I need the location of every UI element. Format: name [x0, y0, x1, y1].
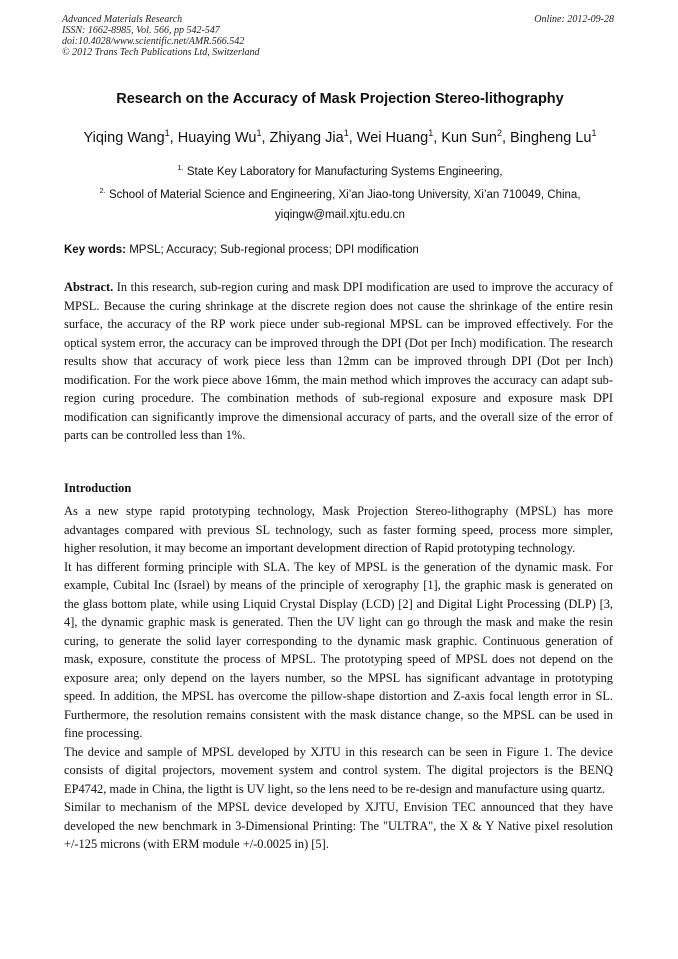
journal-name: Advanced Materials Research	[62, 14, 183, 25]
abstract	[64, 278, 613, 445]
author-name: Yiqing Wang	[83, 129, 165, 146]
keywords-label: Key words:	[64, 244, 126, 256]
keywords	[64, 244, 419, 256]
author-name: Huaying Wu	[177, 129, 257, 146]
affiliation-1	[40, 163, 640, 178]
paragraph: Similar to mechanism of the MPSL device developed by XJTU, Envision TEC announced that they have developed the new benchmark in 3-Dimensional Printing: The "ULTRA", the X & Y Native pixel resolution +/-125 microns (with ERM module +/-0.0025 in) [5].	[64, 800, 613, 851]
author-affiliation-mark: 1	[164, 128, 170, 138]
author-name: Bingheng Lu	[510, 129, 592, 146]
paragraph: It has different forming principle with SLA. The key of MPSL is the generation of the dynamic mask. For example, Cubital Inc (Israel) by means of the principle of xerography [1], the graphic mask is generated on the glass bottom plate, while using Liquid Crystal Display (LCD) [2] and Digital Light Processing (DLP) [3, 4], the dynamic graphic mask is generated. Then the UV light can go through the mask and make the resin curing, to generate the solid layer corresponding to the dynamic mask graphic. Continuous generation of mask, exposure, constitute the process of MPSL. The prototyping speed of MPSL does not depend on the exposure area; only depend on the layers number, so the MPSL has significant advantage in prototyping speed. In addition, the MPSL has overcome the pillow-shape distortion and Z-axis focal length error in SL. Furthermore, the resolution remains consistent with the mask distance change, so the MPSL can be used in fine processing.	[64, 559, 613, 740]
affiliation-text: State Key Laboratory for Manufacturing Systems Engineering,	[186, 165, 503, 178]
issn-line: ISSN: 1662-8985, Vol. 566, pp 542-547	[62, 25, 220, 36]
section-heading-introduction: Introduction	[64, 481, 132, 495]
author-affiliation-mark: 1	[256, 128, 262, 138]
affiliation-mark: 2.	[99, 186, 106, 195]
author-list: Yiqing Wang$^1$, Huaying Wu$^1$, Zhiyang Jia$^1$, Wei Huang$^1$, Kun Sun$^2$, Bingheng Lu$^1$	[83, 128, 597, 146]
author-email[interactable]: yiqingw@mail.xjtu.edu.cn	[275, 209, 405, 221]
author-name: Kun Sun	[441, 129, 497, 146]
affiliation-text: School of Material Science and Engineering, Xi’an Jiao-tong University, Xi’an 710049, China,	[108, 188, 581, 201]
introduction-body	[64, 502, 613, 854]
doi-line: doi:10.4028/www.scientific.net/AMR.566.542	[62, 36, 245, 47]
affiliation-2	[40, 186, 640, 201]
author-affiliation-mark: 1	[343, 128, 349, 138]
paragraph: As a new stype rapid prototyping technology, Mask Projection Stereo-lithography (MPSL) has more advantages compared with previous SL technology, such as faster forming speed, process more simpler, higher resolution, it may become an important development direction of Rapid prototyping technology.	[64, 504, 613, 555]
author-affiliation-mark: 1	[591, 128, 597, 138]
online-date: Online: 2012-09-28	[534, 14, 614, 25]
abstract-text: In this research, sub-region curing and mask DPI modification are used to improve the accuracy of MPSL. Because the curing shrinkage at the discrete region does not cause the shrinkage of the entire resin surface, the accuracy of the RP work piece under sub-regional MPSL can be improved effectively. For the optical system error, the accuracy can be improved through the DPI (Dot per Inch) modification. The research results show that accuracy of work piece less than 12mm can be improved through DPI (Dot per Inch) modification. For the work piece above 16mm, the main method which improves the accuracy can adapt sub-region curing procedure. The combination methods of sub-regional exposure and exposure mask DPI modification can significantly improve the dimensional accuracy of parts, and the overall size of the error of parts can be controlled less than 1%.	[64, 280, 613, 442]
affiliation-mark: 1.	[177, 163, 184, 172]
author-affiliation-mark: 2	[496, 128, 502, 138]
copyright-line: © 2012 Trans Tech Publications Ltd, Switzerland	[62, 47, 260, 58]
abstract-label: Abstract.	[64, 280, 114, 294]
journal-header	[62, 14, 618, 58]
keywords-text: MPSL; Accuracy; Sub-regional process; DPI modification	[129, 244, 419, 256]
paragraph: The device and sample of MPSL developed by XJTU in this research can be seen in Figure 1. The device consists of digital projectors, movement system and control system. The digital projectors is the BENQ EP4742, made in China, the ligtht is UV light, so the lens need to be re-design and manufacture using quartz.	[64, 744, 613, 796]
author-affiliation-mark: 1	[428, 128, 434, 138]
paper-title: Research on the Accuracy of Mask Projection Stereo-lithography	[116, 91, 564, 107]
author-name: Wei Huang	[356, 129, 429, 146]
author-name: Zhiyang Jia	[269, 129, 344, 146]
